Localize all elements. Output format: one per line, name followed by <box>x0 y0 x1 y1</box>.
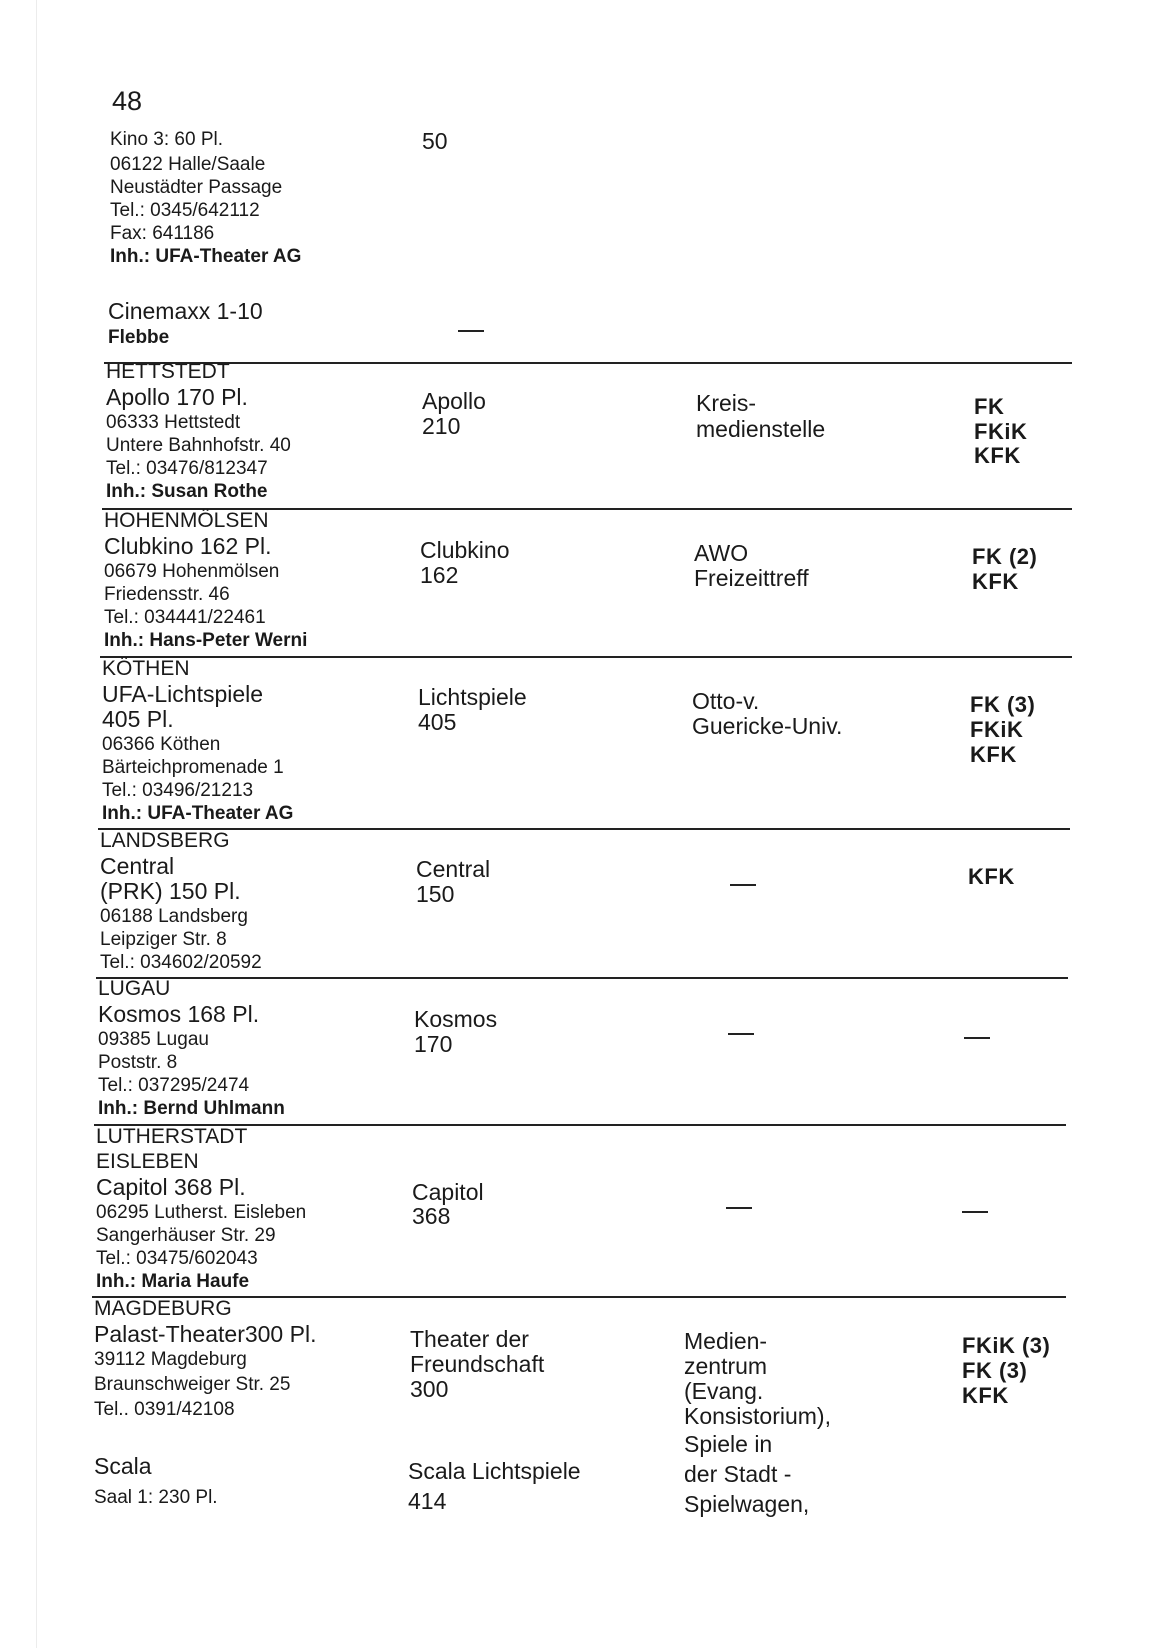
address-street: Braunschweiger Str. 25 <box>94 1374 291 1395</box>
code-2: FKiK <box>970 717 1024 742</box>
kino3-seats: 50 <box>422 128 448 154</box>
address-zip: 39112 Magdeburg <box>94 1349 247 1370</box>
code-2: KFK <box>972 569 1019 594</box>
kino3-label: Kino 3: 60 Pl. <box>110 129 224 150</box>
previous-name: Lichtspiele <box>418 684 527 710</box>
code-3: KFK <box>962 1383 1009 1408</box>
town-heading: KÖTHEN <box>102 657 190 680</box>
page-edge <box>36 0 37 1648</box>
cinema-name-line-1: Central <box>100 853 175 879</box>
organization-line-1: Medien- <box>684 1328 768 1354</box>
previous-seats: 150 <box>416 881 455 907</box>
code-2: FK (3) <box>962 1358 1028 1383</box>
divider <box>92 1296 1066 1298</box>
cinema-name-line-2: 405 Pl. <box>102 706 174 732</box>
organization-line-1: Otto-v. <box>692 688 760 714</box>
organization-line-2: Freizeittreff <box>694 565 809 591</box>
phone: Tel.. 0391/42108 <box>94 1399 235 1420</box>
cinema-name: Kosmos 168 Pl. <box>98 1001 260 1027</box>
address-zip: 06188 Landsberg <box>100 906 248 927</box>
divider <box>104 362 1072 364</box>
address-street: Friedensstr. 46 <box>104 584 230 605</box>
address-street: Sangerhäuser Str. 29 <box>96 1225 276 1246</box>
intro-tel: Tel.: 0345/642112 <box>110 200 260 221</box>
address-zip: 06295 Lutherst. Eisleben <box>96 1202 307 1223</box>
divider <box>98 828 1070 830</box>
phone: Tel.: 03475/602043 <box>96 1248 258 1269</box>
address-zip: 06366 Köthen <box>102 734 221 755</box>
code-1: FK (3) <box>970 692 1036 717</box>
organization-line-5: Spiele in <box>684 1431 773 1457</box>
cinemaxx-dash <box>458 330 484 332</box>
previous-name-line-2: Freundschaft <box>410 1351 545 1377</box>
code-2: FKiK <box>974 419 1028 444</box>
cinema-name: Apollo 170 Pl. <box>106 384 248 410</box>
organization-line-1: Kreis- <box>696 390 757 416</box>
divider <box>100 656 1072 658</box>
town-heading: HOHENMÖLSEN <box>104 509 269 532</box>
organization-none-dash <box>730 884 756 886</box>
owner: Inh.: Maria Haufe <box>96 1271 250 1292</box>
organization-line-2: zentrum <box>684 1353 768 1379</box>
cinema-name: Clubkino 162 Pl. <box>104 533 272 559</box>
cinema-name-line-2: (PRK) 150 Pl. <box>100 878 241 904</box>
organization-line-7: Spielwagen, <box>684 1491 810 1517</box>
town-heading: MAGDEBURG <box>94 1297 232 1320</box>
cinema-name-line-1: UFA-Lichtspiele <box>102 681 264 707</box>
previous-seats: 162 <box>420 562 459 588</box>
phone: Tel.: 034602/20592 <box>100 952 262 973</box>
previous-seats: 170 <box>414 1031 453 1057</box>
intro-street: Neustädter Passage <box>110 177 283 198</box>
cinema-2-hall: Saal 1: 230 Pl. <box>94 1487 218 1508</box>
code-1: FK <box>974 394 1005 419</box>
phone: Tel.: 034441/22461 <box>104 607 266 628</box>
owner: Inh.: Hans-Peter Werni <box>104 630 308 651</box>
code-3: KFK <box>974 443 1021 468</box>
previous-name-line-1: Theater der <box>410 1326 529 1352</box>
organization-line-3: (Evang. <box>684 1378 764 1404</box>
cinema-name: Palast-Theater300 Pl. <box>94 1321 317 1347</box>
phone: Tel.: 03496/21213 <box>102 780 254 801</box>
organization-line-4: Konsistorium), <box>684 1403 831 1429</box>
previous-seats: 300 <box>410 1376 449 1402</box>
code-3: KFK <box>970 742 1017 767</box>
owner: Inh.: UFA-Theater AG <box>102 803 294 824</box>
address-street: Poststr. 8 <box>98 1052 178 1073</box>
organization-none-dash <box>726 1207 752 1209</box>
page-number: 48 <box>112 86 143 116</box>
intro-owner: Inh.: UFA-Theater AG <box>110 246 302 267</box>
intro-zip: 06122 Halle/Saale <box>110 154 266 175</box>
organization-line-1: AWO <box>694 540 749 566</box>
town-heading-line-2: EISLEBEN <box>96 1150 199 1173</box>
address-zip: 06333 Hettstedt <box>106 412 241 433</box>
previous-name: Apollo <box>422 388 486 414</box>
divider <box>96 977 1068 979</box>
previous-seats: 405 <box>418 709 457 735</box>
town-heading: LANDSBERG <box>100 829 230 852</box>
code-1: FKiK (3) <box>962 1333 1051 1358</box>
organization-line-2: Guericke-Univ. <box>692 713 843 739</box>
address-zip: 09385 Lugau <box>98 1029 209 1050</box>
code-none-dash <box>962 1211 988 1213</box>
address-street: Untere Bahnhofstr. 40 <box>106 435 291 456</box>
organization-none-dash <box>728 1033 754 1035</box>
phone: Tel.: 037295/2474 <box>98 1075 250 1096</box>
previous-seats-scala: 414 <box>408 1488 447 1514</box>
cinemaxx-name: Cinemaxx 1-10 <box>108 298 263 324</box>
previous-name: Capitol <box>412 1179 484 1205</box>
phone: Tel.: 03476/812347 <box>106 458 268 479</box>
previous-seats: 210 <box>422 413 461 439</box>
owner: Inh.: Bernd Uhlmann <box>98 1098 285 1119</box>
cinemaxx-owner: Flebbe <box>108 327 170 348</box>
code-none-dash <box>964 1037 990 1039</box>
organization-line-2: medienstelle <box>696 416 826 442</box>
intro-fax: Fax: 641186 <box>110 223 215 244</box>
address-zip: 06679 Hohenmölsen <box>104 561 280 582</box>
address-street: Bärteichpromenade 1 <box>102 757 284 778</box>
town-heading: HETTSTEDT <box>106 360 230 383</box>
town-heading-line-1: LUTHERSTADT <box>96 1125 248 1148</box>
previous-seats: 368 <box>412 1203 451 1229</box>
cinema-2-name: Scala <box>94 1453 152 1479</box>
previous-name: Central <box>416 856 491 882</box>
cinema-name: Capitol 368 Pl. <box>96 1174 246 1200</box>
code-1: FK (2) <box>972 544 1038 569</box>
address-street: Leipziger Str. 8 <box>100 929 227 950</box>
previous-name-scala: Scala Lichtspiele <box>408 1458 581 1484</box>
code-1: KFK <box>968 864 1015 889</box>
previous-name: Kosmos <box>414 1006 498 1032</box>
owner: Inh.: Susan Rothe <box>106 481 268 502</box>
town-heading: LUGAU <box>98 977 171 1000</box>
previous-name: Clubkino <box>420 537 510 563</box>
organization-line-6: der Stadt - <box>684 1461 792 1487</box>
